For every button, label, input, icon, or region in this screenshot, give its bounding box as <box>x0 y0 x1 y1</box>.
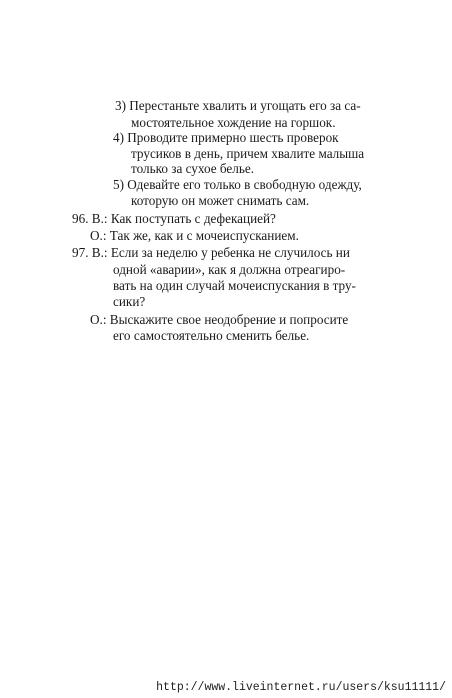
question-96: 96. В.: Как поступать с дефекацией? <box>72 211 276 226</box>
watermark-url: http://www.liveinternet.ru/users/ksu11111/ <box>156 681 446 694</box>
item-4-line-3: только за сухое белье. <box>131 161 254 176</box>
item-5-line-2: которую он может снимать сам. <box>131 193 310 208</box>
item-3-line-1: 3) Перестаньте хвалить и угощать его за са- <box>115 98 361 113</box>
answer-97-line-1: О.: Выскажите свое неодобрение и попросите <box>90 312 349 327</box>
answer-96: О.: Так же, как и с мочеиспусканием. <box>90 228 299 243</box>
question-97-line-4: сики? <box>113 294 146 309</box>
item-4-line-1: 4) Проводите примерно шесть проверок <box>113 130 339 145</box>
item-5-line-1: 5) Одевайте его только в свободную одежду, <box>113 177 362 192</box>
question-97-line-3: вать на один случай мочеиспускания в тру- <box>113 278 356 293</box>
item-3-line-2: мостоятельное хождение на горшок. <box>131 115 336 130</box>
answer-97-line-2: его самостоятельно сменить белье. <box>113 328 310 343</box>
question-97-line-1: 97. В.: Если за неделю у ребенка не случилось ни <box>72 245 350 260</box>
item-4-line-2: трусиков в день, причем хвалите малыша <box>131 146 365 161</box>
question-97-line-2: одной «аварии», как я должна отреагиро- <box>113 262 346 277</box>
